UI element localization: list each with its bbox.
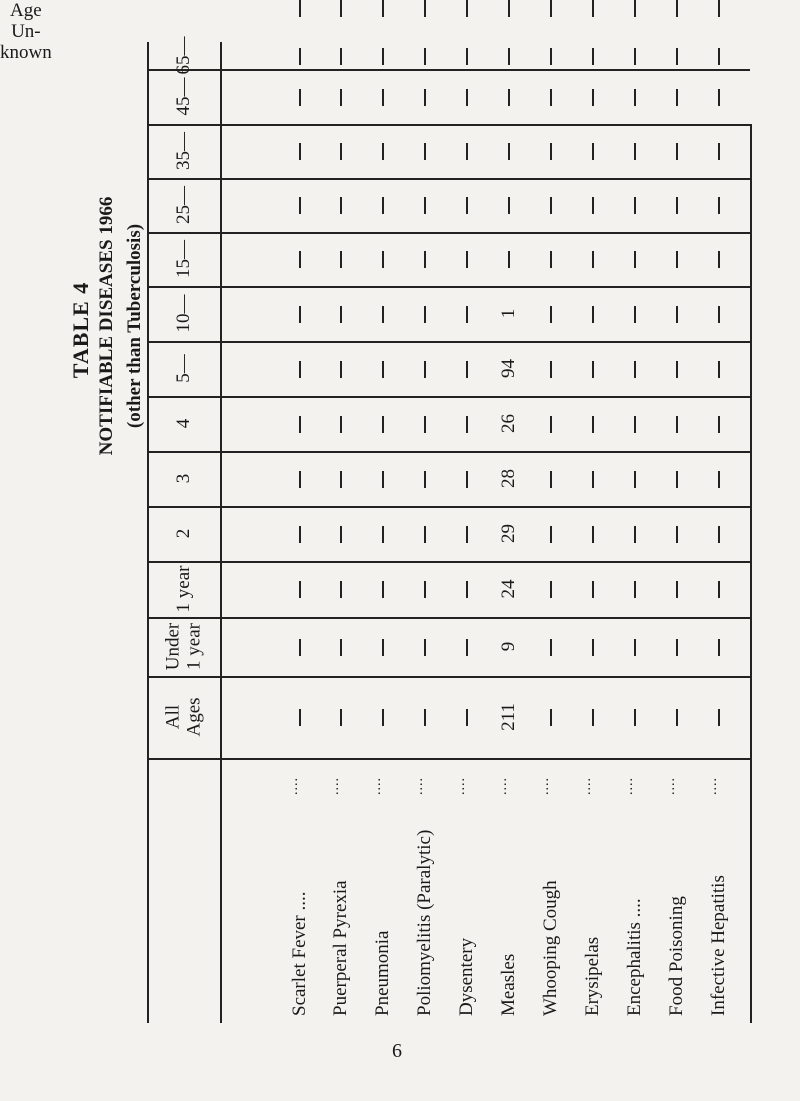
disease-name: Poliomyelitis (Paralytic) [414, 829, 435, 1016]
nil-dash [382, 143, 384, 160]
column-header [0, 0, 52, 63]
column-rule [147, 451, 750, 453]
nil-dash [592, 709, 594, 726]
nil-dash [340, 709, 342, 726]
column-rule [147, 124, 750, 126]
nil-dash [424, 471, 426, 488]
case-count: 29 [498, 524, 519, 543]
nil-dash [718, 361, 720, 378]
nil-dash [424, 306, 426, 323]
nil-dash [592, 48, 594, 65]
nil-dash [466, 48, 468, 65]
nil-dash [634, 0, 636, 17]
column-rule [147, 617, 750, 619]
nil-dash [718, 143, 720, 160]
column-header [173, 419, 194, 429]
column-header [173, 37, 194, 75]
nil-dash [424, 143, 426, 160]
column-header [173, 529, 194, 539]
nil-dash [676, 581, 678, 598]
leader-dots: .... [705, 777, 720, 795]
nil-dash [634, 48, 636, 65]
nil-dash [550, 306, 552, 323]
nil-dash [340, 197, 342, 214]
nil-dash [466, 709, 468, 726]
nil-dash [718, 581, 720, 598]
nil-dash [592, 361, 594, 378]
nil-dash [508, 0, 510, 17]
nil-dash [718, 526, 720, 543]
nil-dash [340, 89, 342, 106]
nil-dash [299, 709, 301, 726]
column-header-line: 5— [173, 354, 194, 383]
nil-dash [676, 416, 678, 433]
nil-dash [718, 89, 720, 106]
nil-dash [592, 526, 594, 543]
column-header-line: 1 year [183, 623, 205, 670]
leader-dots: .... [621, 777, 636, 795]
nil-dash [634, 471, 636, 488]
nil-dash [424, 581, 426, 598]
nil-dash [676, 526, 678, 543]
nil-dash [592, 0, 594, 17]
column-header-line: Under [162, 622, 184, 671]
column-header-line: All [162, 704, 184, 730]
column-header-line: 45— [173, 77, 194, 116]
table-title: TABLE 4 [68, 281, 93, 379]
nil-dash [466, 471, 468, 488]
nil-dash [550, 471, 552, 488]
table-left-rule [147, 42, 149, 1023]
disease-name: Scarlet Fever .... [289, 891, 310, 1016]
nil-dash [466, 361, 468, 378]
nil-dash [592, 89, 594, 106]
column-header-line: 2 [173, 528, 194, 539]
nil-dash [550, 709, 552, 726]
disease-name: Pneumonia [372, 930, 393, 1016]
nil-dash [299, 251, 301, 268]
nil-dash [634, 251, 636, 268]
nil-dash [299, 306, 301, 323]
disease-name: Erysipelas [582, 936, 603, 1016]
case-count: 211 [498, 703, 519, 731]
nil-dash [382, 416, 384, 433]
column-rule [147, 506, 750, 508]
nil-dash [550, 526, 552, 543]
nil-dash [508, 197, 510, 214]
column-header-line: 4 [173, 418, 194, 429]
nil-dash [340, 143, 342, 160]
nil-dash [424, 709, 426, 726]
nil-dash [718, 48, 720, 65]
column-header [163, 697, 205, 736]
nil-dash [676, 89, 678, 106]
nil-dash [676, 251, 678, 268]
column-header-line: 3 [173, 473, 194, 484]
nil-dash [634, 361, 636, 378]
nil-dash [340, 581, 342, 598]
column-header-line: Ages [183, 697, 205, 737]
nil-dash [508, 89, 510, 106]
leader-dots: .... [495, 777, 510, 795]
nil-dash [424, 416, 426, 433]
nil-dash [299, 48, 301, 65]
column-header-line: 25— [173, 186, 194, 224]
column-header [173, 474, 194, 484]
nil-dash [466, 197, 468, 214]
nil-dash [592, 639, 594, 656]
column-header [173, 295, 194, 333]
nil-dash [382, 89, 384, 106]
page-number: 6 [392, 1040, 402, 1062]
nil-dash [634, 639, 636, 656]
nil-dash [718, 639, 720, 656]
leader-dots: .... [537, 777, 552, 795]
nil-dash [676, 48, 678, 65]
nil-dash [550, 0, 552, 17]
table-subtitle-note: (other than Tuberculosis) [124, 223, 145, 429]
nil-dash [718, 709, 720, 726]
nil-dash [424, 197, 426, 214]
nil-dash [340, 526, 342, 543]
column-header [173, 186, 194, 224]
nil-dash [676, 0, 678, 17]
nil-dash [550, 639, 552, 656]
column-rule [147, 286, 750, 288]
nil-dash [676, 143, 678, 160]
nil-dash [382, 0, 384, 17]
nil-dash [634, 143, 636, 160]
column-header [173, 566, 194, 613]
leader-dots: .... [286, 777, 301, 795]
column-rule [147, 232, 750, 234]
disease-name: Infective Hepatitis [708, 875, 729, 1016]
nil-dash [676, 709, 678, 726]
nil-dash [634, 581, 636, 598]
nil-dash [634, 526, 636, 543]
nil-dash [340, 361, 342, 378]
column-header-line: 35— [173, 132, 194, 170]
nil-dash [592, 306, 594, 323]
nil-dash [550, 581, 552, 598]
nil-dash [382, 48, 384, 65]
nil-dash [424, 48, 426, 65]
nil-dash [382, 361, 384, 378]
disease-name: Whooping Cough [540, 880, 561, 1016]
leader-dots: .... [579, 777, 594, 795]
nil-dash [466, 89, 468, 106]
nil-dash [634, 416, 636, 433]
nil-dash [424, 526, 426, 543]
leader-dots: .... [663, 777, 678, 795]
nil-dash [550, 89, 552, 106]
nil-dash [299, 89, 301, 106]
nil-dash [382, 581, 384, 598]
nil-dash [299, 526, 301, 543]
column-header [173, 132, 194, 170]
nil-dash [676, 197, 678, 214]
nil-dash [676, 471, 678, 488]
column-header [163, 623, 205, 670]
column-rule [147, 676, 750, 678]
column-header-line: known [0, 42, 52, 63]
column-rule [147, 396, 750, 398]
nil-dash [466, 306, 468, 323]
disease-name: Measles [498, 953, 519, 1016]
nil-dash [676, 361, 678, 378]
nil-dash [550, 416, 552, 433]
nil-dash [299, 143, 301, 160]
nil-dash [424, 639, 426, 656]
nil-dash [466, 526, 468, 543]
column-rule [147, 758, 750, 760]
nil-dash [299, 639, 301, 656]
case-count: 28 [498, 469, 519, 488]
nil-dash [382, 639, 384, 656]
nil-dash [508, 48, 510, 65]
disease-name: Puerperal Pyrexia [330, 880, 351, 1016]
nil-dash [382, 526, 384, 543]
nil-dash [466, 416, 468, 433]
table-right-rule [750, 124, 752, 1023]
nil-dash [718, 197, 720, 214]
nil-dash [299, 471, 301, 488]
disease-name: Encephalitis .... [624, 898, 645, 1016]
nil-dash [550, 197, 552, 214]
nil-dash [634, 89, 636, 106]
nil-dash [634, 709, 636, 726]
column-rule [147, 178, 750, 180]
nil-dash [340, 0, 342, 17]
nil-dash [592, 471, 594, 488]
case-count: 24 [498, 579, 519, 599]
case-count: 9 [498, 641, 519, 652]
nil-dash [592, 143, 594, 160]
nil-dash [466, 251, 468, 268]
leader-dots: .... [411, 777, 426, 795]
column-header-line: 65— [173, 36, 194, 75]
column-header [173, 240, 194, 278]
nil-dash [340, 306, 342, 323]
column-rule [147, 69, 750, 71]
nil-dash [424, 89, 426, 106]
nil-dash [382, 306, 384, 323]
nil-dash [508, 143, 510, 160]
column-rule [147, 561, 750, 563]
nil-dash [592, 197, 594, 214]
nil-dash [466, 0, 468, 17]
column-header [173, 78, 194, 116]
nil-dash [299, 197, 301, 214]
header-rule [220, 42, 222, 1023]
nil-dash [299, 581, 301, 598]
leader-dots: .... [369, 777, 384, 795]
nil-dash [340, 471, 342, 488]
nil-dash [508, 251, 510, 268]
nil-dash [382, 197, 384, 214]
column-rule [147, 341, 750, 343]
nil-dash [466, 639, 468, 656]
nil-dash [340, 416, 342, 433]
nil-dash [676, 306, 678, 323]
nil-dash [550, 48, 552, 65]
disease-name: Food Poisoning [666, 896, 687, 1016]
case-count: 1 [498, 308, 519, 319]
nil-dash [718, 416, 720, 433]
nil-dash [382, 251, 384, 268]
nil-dash [340, 48, 342, 65]
nil-dash [424, 0, 426, 17]
nil-dash [382, 471, 384, 488]
nil-dash [340, 251, 342, 268]
column-header [173, 354, 194, 383]
nil-dash [676, 639, 678, 656]
nil-dash [466, 143, 468, 160]
nil-dash [424, 251, 426, 268]
nil-dash [424, 361, 426, 378]
column-header-line: Un- [11, 21, 41, 42]
nil-dash [340, 639, 342, 656]
nil-dash [550, 251, 552, 268]
nil-dash [299, 416, 301, 433]
nil-dash [592, 416, 594, 433]
column-header-line: 10— [173, 294, 194, 333]
disease-name: Dysentery [456, 937, 477, 1016]
nil-dash [299, 361, 301, 378]
nil-dash [718, 471, 720, 488]
leader-dots: .... [453, 777, 468, 795]
nil-dash [466, 581, 468, 598]
case-count: 26 [498, 414, 519, 433]
leader-dots: .... [327, 777, 342, 795]
nil-dash [592, 251, 594, 268]
column-header-line: 15— [173, 240, 194, 278]
nil-dash [382, 709, 384, 726]
nil-dash [718, 0, 720, 17]
nil-dash [550, 361, 552, 378]
nil-dash [299, 0, 301, 17]
nil-dash [634, 197, 636, 214]
case-count: 94 [498, 359, 519, 378]
nil-dash [718, 251, 720, 268]
nil-dash [592, 581, 594, 598]
nil-dash [718, 306, 720, 323]
nil-dash [550, 143, 552, 160]
column-header-line: Age [10, 0, 42, 21]
column-header-line: 1 year [173, 565, 194, 613]
nil-dash [634, 306, 636, 323]
table-subtitle: NOTIFIABLE DISEASES 1966 [96, 196, 117, 456]
